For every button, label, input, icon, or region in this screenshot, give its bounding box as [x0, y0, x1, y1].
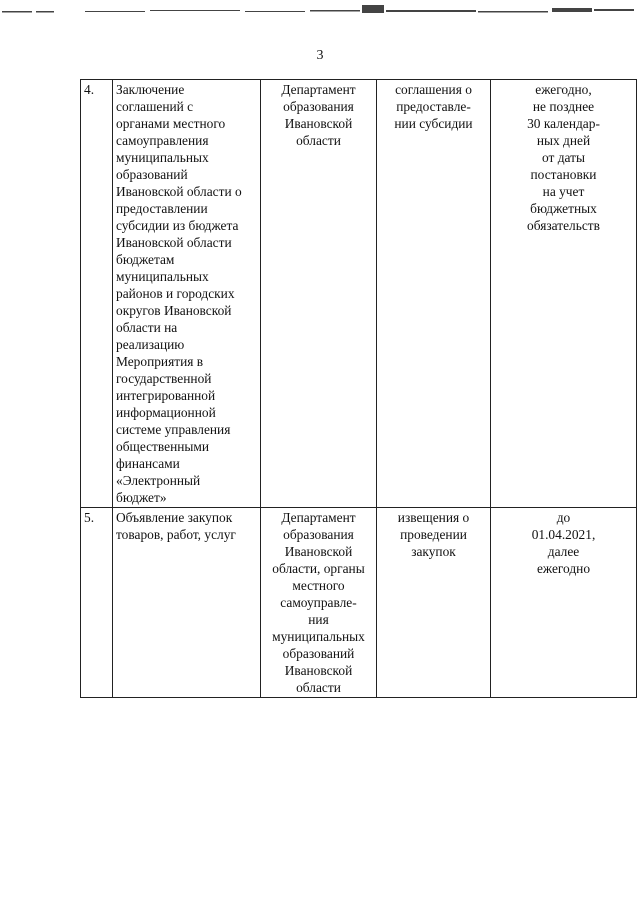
cell-line: Департамент	[281, 82, 356, 97]
cell-line: далее	[547, 544, 580, 559]
cell-line: субсидии из бюджета	[116, 218, 239, 233]
responsible-cell	[261, 508, 377, 698]
cell-line: до	[556, 510, 571, 525]
cell-line: финансами	[116, 456, 180, 471]
cell-line: постановки	[530, 167, 597, 182]
cell-line: области	[296, 680, 341, 695]
cell-line: органами местного	[116, 116, 226, 131]
cell-line: местного	[292, 578, 345, 593]
cell-line: ных дней	[536, 133, 591, 148]
cell-line: Ивановской	[284, 663, 353, 678]
cell-line: 01.04.2021,	[531, 527, 596, 542]
result-document-cell	[377, 80, 491, 508]
cell-line: закупок	[411, 544, 456, 559]
cell-line: «Электронный	[116, 473, 201, 488]
cell-line: ния	[308, 612, 329, 627]
cell-line: ежегодно,	[535, 82, 592, 97]
cell-line: муниципальных	[272, 629, 365, 644]
deadline-cell	[491, 508, 637, 698]
cell-line: Объявление закупок	[116, 510, 233, 525]
table-row	[81, 80, 637, 508]
activities-table-body	[81, 80, 637, 698]
responsible-cell	[261, 80, 377, 508]
cell-line: общественными	[116, 439, 210, 454]
scan-artifact-strip	[0, 0, 640, 16]
activity-name-cell	[113, 80, 261, 508]
cell-line: округов Ивановской	[116, 303, 232, 318]
cell-line: образований	[282, 646, 355, 661]
result-document-cell	[377, 508, 491, 698]
cell-line: Мероприятия в	[116, 354, 204, 369]
cell-line: самоуправления	[116, 133, 209, 148]
cell-line: товаров, работ, услуг	[116, 527, 236, 542]
cell-line: информационной	[116, 405, 216, 420]
cell-line: реализацию	[116, 337, 185, 352]
cell-line: муниципальных	[116, 150, 209, 165]
cell-line: предоставлении	[116, 201, 208, 216]
activities-table	[80, 79, 637, 698]
cell-line: проведении	[400, 527, 467, 542]
cell-line: области, органы	[272, 561, 365, 576]
cell-line: не позднее	[532, 99, 595, 114]
cell-line: бюджетам	[116, 252, 175, 267]
cell-line: на учет	[542, 184, 585, 199]
cell-line: образований	[116, 167, 188, 182]
table-row	[81, 508, 637, 698]
cell-line: бюджет»	[116, 490, 167, 505]
cell-line: Ивановской области о	[116, 184, 242, 199]
cell-line: муниципальных	[116, 269, 209, 284]
cell-line: области	[296, 133, 341, 148]
cell-line: государственной	[116, 371, 212, 386]
cell-line: области на	[116, 320, 178, 335]
cell-line: Ивановской	[284, 116, 353, 131]
cell-line: соглашений с	[116, 99, 194, 114]
cell-line: соглашения о	[395, 82, 472, 97]
cell-line: предоставле-	[396, 99, 471, 114]
activity-name-cell	[113, 508, 261, 698]
cell-line: Ивановской области	[116, 235, 232, 250]
cell-line: Заключение	[116, 82, 185, 97]
cell-line: извещения о	[397, 510, 470, 525]
cell-line: системе управления	[116, 422, 231, 437]
cell-line: образования	[283, 99, 354, 114]
cell-line: ежегодно	[536, 561, 591, 576]
cell-line: самоуправле-	[280, 595, 357, 610]
deadline-cell	[491, 80, 637, 508]
row-number-cell: 4.	[81, 80, 113, 508]
cell-line: обязательств	[527, 218, 600, 233]
cell-line: интегрированной	[116, 388, 216, 403]
cell-line: Департамент	[281, 510, 356, 525]
cell-line: Ивановской	[284, 544, 353, 559]
cell-line: 30 календар-	[527, 116, 600, 131]
cell-line: бюджетных	[530, 201, 597, 216]
cell-line: районов и городских	[116, 286, 235, 301]
cell-line: от даты	[542, 150, 585, 165]
cell-line: образования	[283, 527, 354, 542]
cell-line: нии субсидии	[394, 116, 473, 131]
page-number: 3	[316, 48, 324, 63]
row-number-cell: 5.	[81, 508, 113, 698]
